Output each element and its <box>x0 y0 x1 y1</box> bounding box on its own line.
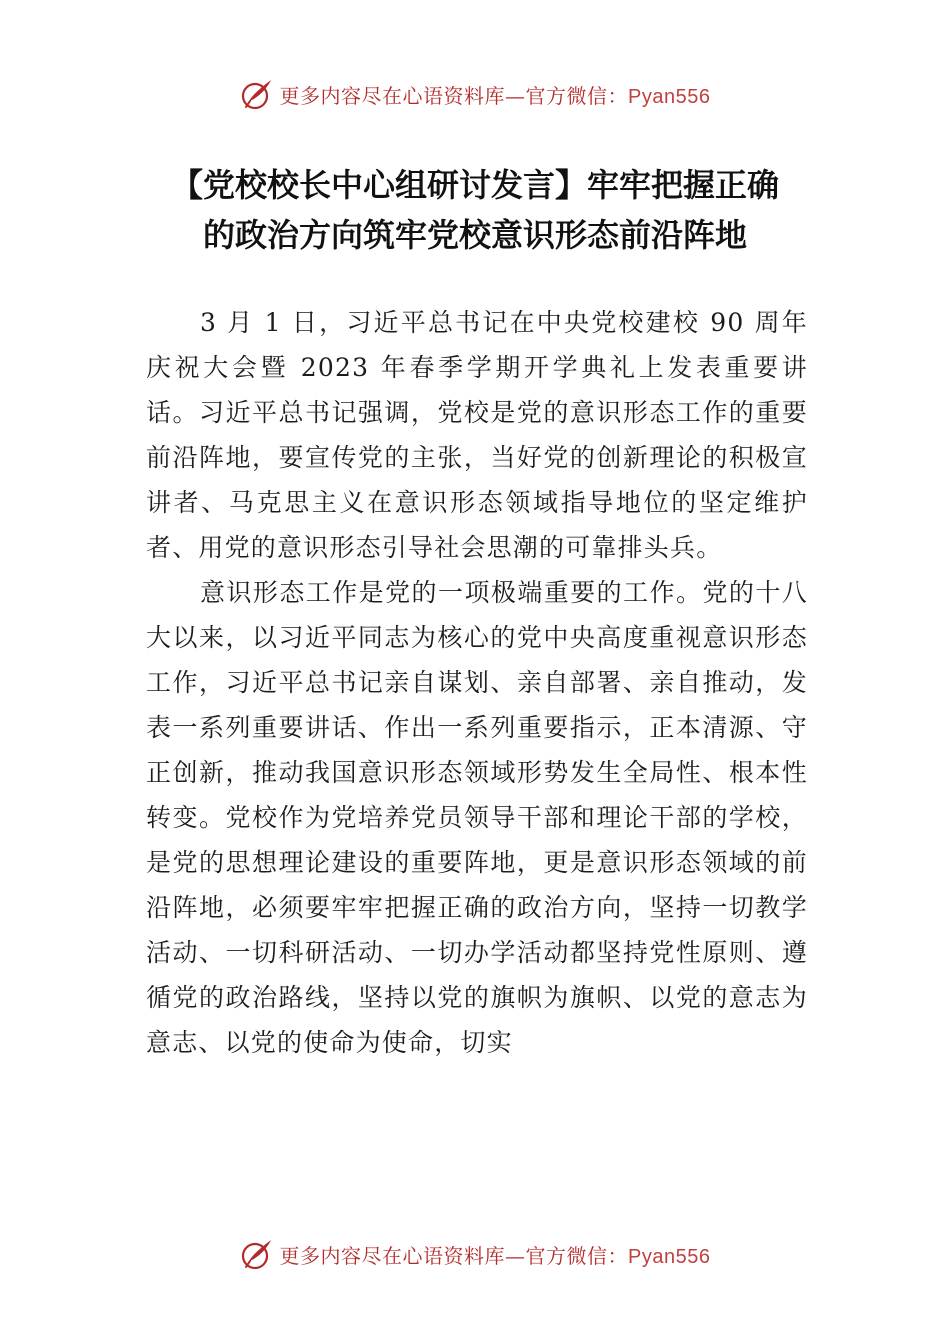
footer-watermark <box>0 1234 950 1274</box>
header-watermark <box>0 74 950 114</box>
document-body <box>146 300 808 1065</box>
watermark-text: 更多内容尽在心语资料库—官方微信：Pyan556 <box>279 1243 711 1268</box>
paragraph-2: 意识形态工作是党的一项极端重要的工作。党的十八大以来，以习近平同志为核心的党中央高度重视意识形态工作，习近平总书记亲自谋划、亲自部署、亲自推动，发表一系列重要讲话、作出一系列重要指示，正本清源、守正创新，推动我国意识形态领域形势发生全局性、根本性转变。党校作为党培养党员领导干部和理论干部的学校，是党的思想理论建设的重要阵地，更是意识形态领域的前沿阵地，必须要牢牢把握正确的政治方向，坚持一切教学活动、一切科研活动、一切办学活动都坚持党性原则、遵循党的政治路线，坚持以党的旗帜为旗帜、以党的意志为意志、以党的使命为使命，切实 <box>146 578 808 1057</box>
paragraph-1: 3 月 1 日，习近平总书记在中央党校建校 90 周年庆祝大会暨 2023 年春季学期开学典礼上发表重要讲话。习近平总书记强调，党校是党的意识形态工作的重要前沿阵地，要宣传党的主张，当好党的创新理论的积极宣讲者、马克思主义在意识形态领域指导地位的坚定维护者、用党的意识形态引导社会思潮的可靠排头兵。 <box>146 308 808 562</box>
quill-logo-icon <box>240 77 274 111</box>
document-title <box>100 160 850 260</box>
title-line-1: 【党校校长中心组研讨发言】牢牢把握正确 <box>170 166 779 204</box>
quill-logo-icon <box>240 1237 274 1271</box>
wechat-id: Pyan556 <box>628 1245 711 1268</box>
wechat-id: Pyan556 <box>628 85 711 108</box>
watermark-text: 更多内容尽在心语资料库—官方微信：Pyan556 <box>279 83 711 108</box>
title-line-2: 的政治方向筑牢党校意识形态前沿阵地 <box>202 216 747 254</box>
